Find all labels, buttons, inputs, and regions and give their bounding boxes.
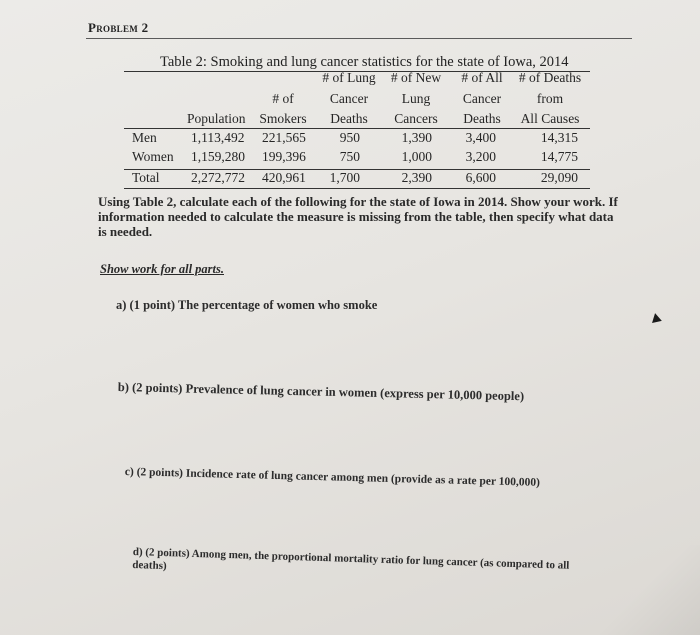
- header-all-causes-1: # of Deaths: [518, 70, 582, 85]
- table-bottom-rule: [124, 188, 590, 189]
- cell-new-cancers: 1,390: [401, 130, 432, 145]
- cell-new-cancers: 2,390: [401, 170, 432, 185]
- header-new-cancers-3: Cancers: [394, 111, 438, 126]
- question-c: c) (2 points) Incidence rate of lung cancer among men (provide as a rate per 100,000): [124, 466, 541, 489]
- header-all-cancer-3: Deaths: [463, 111, 501, 126]
- header-new-cancers-2: Lung: [401, 91, 431, 106]
- header-population: Population: [187, 111, 246, 126]
- cell-smokers: 420,961: [262, 170, 306, 185]
- header-all-causes-3: All Causes: [520, 111, 580, 126]
- cell-population: 1,159,280: [191, 149, 245, 164]
- cell-population: 2,272,772: [191, 170, 245, 185]
- page-shadow: [580, 545, 700, 635]
- cursor-arrow-icon: [650, 312, 662, 323]
- instructions-paragraph: Using Table 2, calculate each of the following for the state of Iowa in 2014. Show your work. If information needed to calculate the measure is missing from the table, then specify what data is needed.: [98, 194, 618, 239]
- cell-all-cancer-deaths: 3,400: [465, 130, 496, 145]
- show-work-note: Show work for all parts.: [100, 262, 224, 276]
- title-divider: [86, 38, 632, 39]
- cell-smokers: 199,396: [262, 149, 306, 164]
- cell-new-cancers: 1,000: [401, 149, 432, 164]
- cell-smokers: 221,565: [262, 130, 306, 145]
- header-smokers-1: # of: [272, 91, 294, 106]
- cell-all-causes: 29,090: [540, 170, 578, 185]
- header-all-cancer-2: Cancer: [462, 91, 502, 106]
- row-label: Total: [132, 170, 160, 185]
- header-all-causes-2: from: [536, 91, 564, 106]
- table-caption: Table 2: Smoking and lung cancer statistics for the state of Iowa, 2014: [160, 54, 569, 70]
- header-new-cancers-1: # of New: [390, 70, 442, 85]
- cell-population: 1,113,492: [191, 130, 245, 145]
- header-lung-deaths-1: # of Lung: [322, 70, 376, 85]
- cell-all-cancer-deaths: 3,200: [465, 149, 496, 164]
- cell-lung-deaths: 950: [339, 130, 360, 145]
- header-smokers-2: Smokers: [259, 111, 307, 126]
- question-b: b) (2 points) Prevalence of lung cancer in women (express per 10,000 people): [117, 380, 525, 404]
- row-label: Men: [132, 130, 157, 145]
- cell-lung-deaths: 750: [339, 149, 360, 164]
- header-lung-deaths-2: Cancer: [329, 91, 369, 106]
- table-header-rule: [124, 128, 590, 129]
- row-label: Women: [132, 149, 174, 164]
- cell-all-causes: 14,315: [540, 130, 578, 145]
- question-a: a) (1 point) The percentage of women who smoke: [116, 298, 378, 312]
- cell-all-causes: 14,775: [540, 149, 578, 164]
- problem-title: Problem 2: [88, 20, 149, 35]
- header-all-cancer-1: # of All: [461, 70, 503, 85]
- cell-lung-deaths: 1,700: [329, 170, 360, 185]
- question-d: d) (2 points) Among men, the proportional mortality ratio for lung cancer (as compared to all deaths): [132, 546, 570, 573]
- cell-all-cancer-deaths: 6,600: [465, 170, 496, 185]
- header-lung-deaths-3: Deaths: [330, 111, 368, 126]
